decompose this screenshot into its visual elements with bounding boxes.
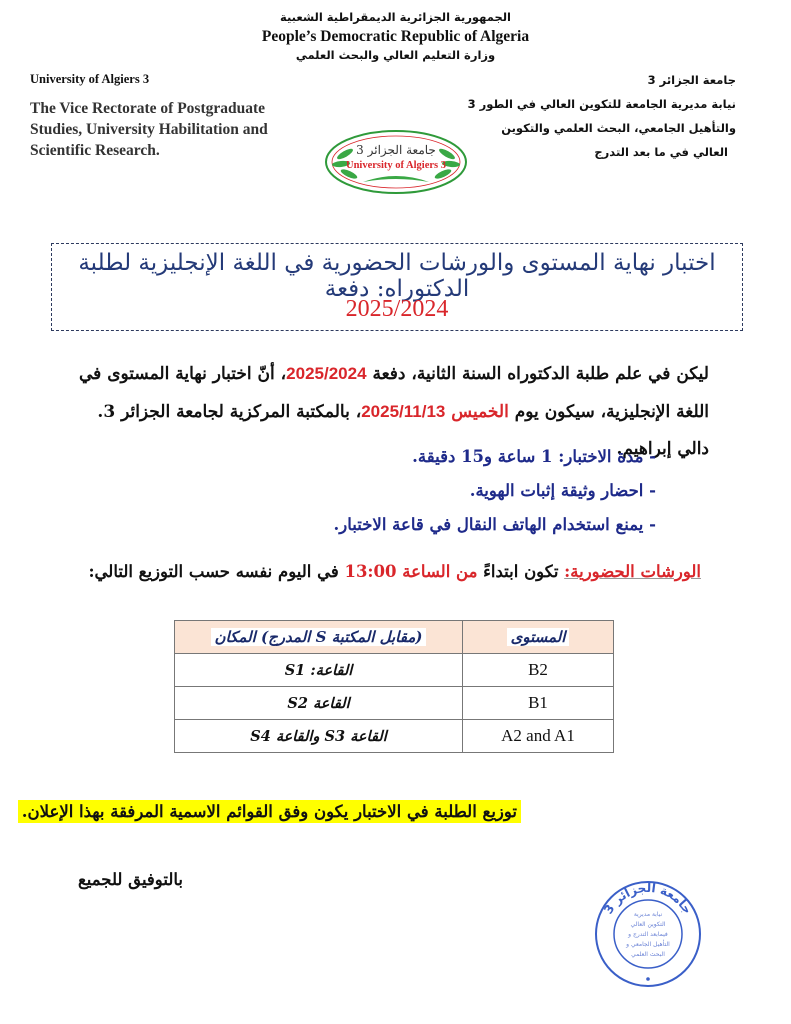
table-header-row [175, 621, 614, 654]
university-name-english: University of Algiers 3 [30, 72, 150, 86]
ministry-name-arabic: وزارة التعليم العالي والبحث العلمي [295, 48, 496, 62]
svg-text:جامعة الجزائر 3: جامعة الجزائر 3 [356, 143, 436, 157]
exam-instructions [156, 440, 656, 542]
header-line: العالي في ما بعد التدرج [594, 145, 728, 159]
instruction-item: - مدة الاختبار: 1 ساعة و15 دقيقة. [412, 447, 656, 466]
cell-place: القاعة S2 [175, 687, 463, 720]
workshops-label: الورشات الحضورية: [564, 562, 701, 581]
university-logo [323, 128, 469, 196]
svg-text:البحث العلمي: البحث العلمي [631, 951, 665, 958]
svg-text:التكوين العالي: التكوين العالي [630, 921, 666, 928]
svg-text:التأهيل الجامعي و: التأهيل الجامعي و [626, 941, 670, 948]
table-row [175, 720, 614, 753]
cell-place: القاعة: S1 [175, 654, 463, 687]
table-row [175, 687, 614, 720]
cell-level: A2 and A1 [463, 720, 614, 753]
instruction-item: - يمنع استخدام الهاتف النقال في قاعة الاختبار. [333, 515, 656, 534]
stamp-seal-icon [592, 878, 704, 990]
paragraph-text: ، بالمكتبة المركزية لجامعة الجزائر 3. دالي إبراهيم. [97, 402, 709, 459]
workshops-line [81, 562, 701, 581]
column-header-place [175, 621, 463, 654]
workshops-text: تكون ابتداءً [477, 562, 565, 581]
announcement-title-year: 2025/2024 [345, 296, 449, 322]
announcement-title: اختبار نهاية المستوى والورشات الحضورية في اللغة الإنجليزية لطلبة الدكتوراه: دفعة [78, 250, 716, 302]
cell-level: B1 [463, 687, 614, 720]
paragraph-text: ، أنّ اختبار نهاية المستوى في اللغة الإنجليزية، سيكون يوم [79, 364, 709, 422]
vice-rectorate-english: The Vice Rectorate of Postgraduate Studies, University Habilitation and Scientific Research. [30, 100, 268, 159]
table-row [175, 654, 614, 687]
svg-text:فيمابعد التدرج و: فيمابعد التدرج و [628, 931, 668, 938]
country-name-arabic: الجمهورية الجزائرية الديمقراطية الشعبية [279, 10, 511, 24]
header-label: المستوى [507, 628, 570, 646]
closing-remark: بالتوفيق للجميع [78, 870, 183, 889]
distribution-note: توزيع الطلبة في الاختبار يكون وفق القوائم الاسمية المرفقة بهذا الإعلان. [18, 800, 521, 823]
official-stamp [592, 878, 704, 990]
svg-text:نيابة مديرية: نيابة مديرية [633, 911, 663, 918]
header-label: المكان (المدرج S مقابل المكتبة) [211, 628, 427, 646]
cell-place: القاعة S3 والقاعة S4 [175, 720, 463, 753]
exam-date: 2025/11/13 [361, 402, 446, 421]
cell-level: B2 [463, 654, 614, 687]
laurel-emblem-icon [323, 128, 469, 196]
instruction-item: - احضار وثيقة إثبات الهوية. [469, 481, 656, 500]
exam-day: الخميس [451, 402, 509, 422]
cohort-year: 2025/2024 [286, 364, 367, 383]
header-line: جامعة الجزائر 3 [647, 73, 736, 87]
country-name-english: People’s Democratic Republic of Algeria [261, 28, 530, 45]
workshops-text: في اليوم نفسه حسب التوزيع التالي: [88, 562, 345, 581]
header-line: نيابة مديرية الجامعة للتكوين العالي في الطور 3 [467, 97, 736, 111]
svg-text:جامعة الجزائر 3: جامعة الجزائر 3 [601, 880, 695, 917]
university-header-arabic [467, 68, 736, 164]
paragraph-text: ليكن في علم طلبة الدكتوراه السنة الثانية، دفعة [366, 364, 709, 384]
svg-text:University of Algiers 3: University of Algiers 3 [345, 160, 447, 171]
column-header-level [463, 621, 614, 654]
header-line: والتأهيل الجامعي، البحث العلمي والتكوين [501, 121, 736, 135]
workshops-start-time: من الساعة 13:00 [344, 562, 478, 581]
workshop-distribution-table [174, 620, 614, 753]
